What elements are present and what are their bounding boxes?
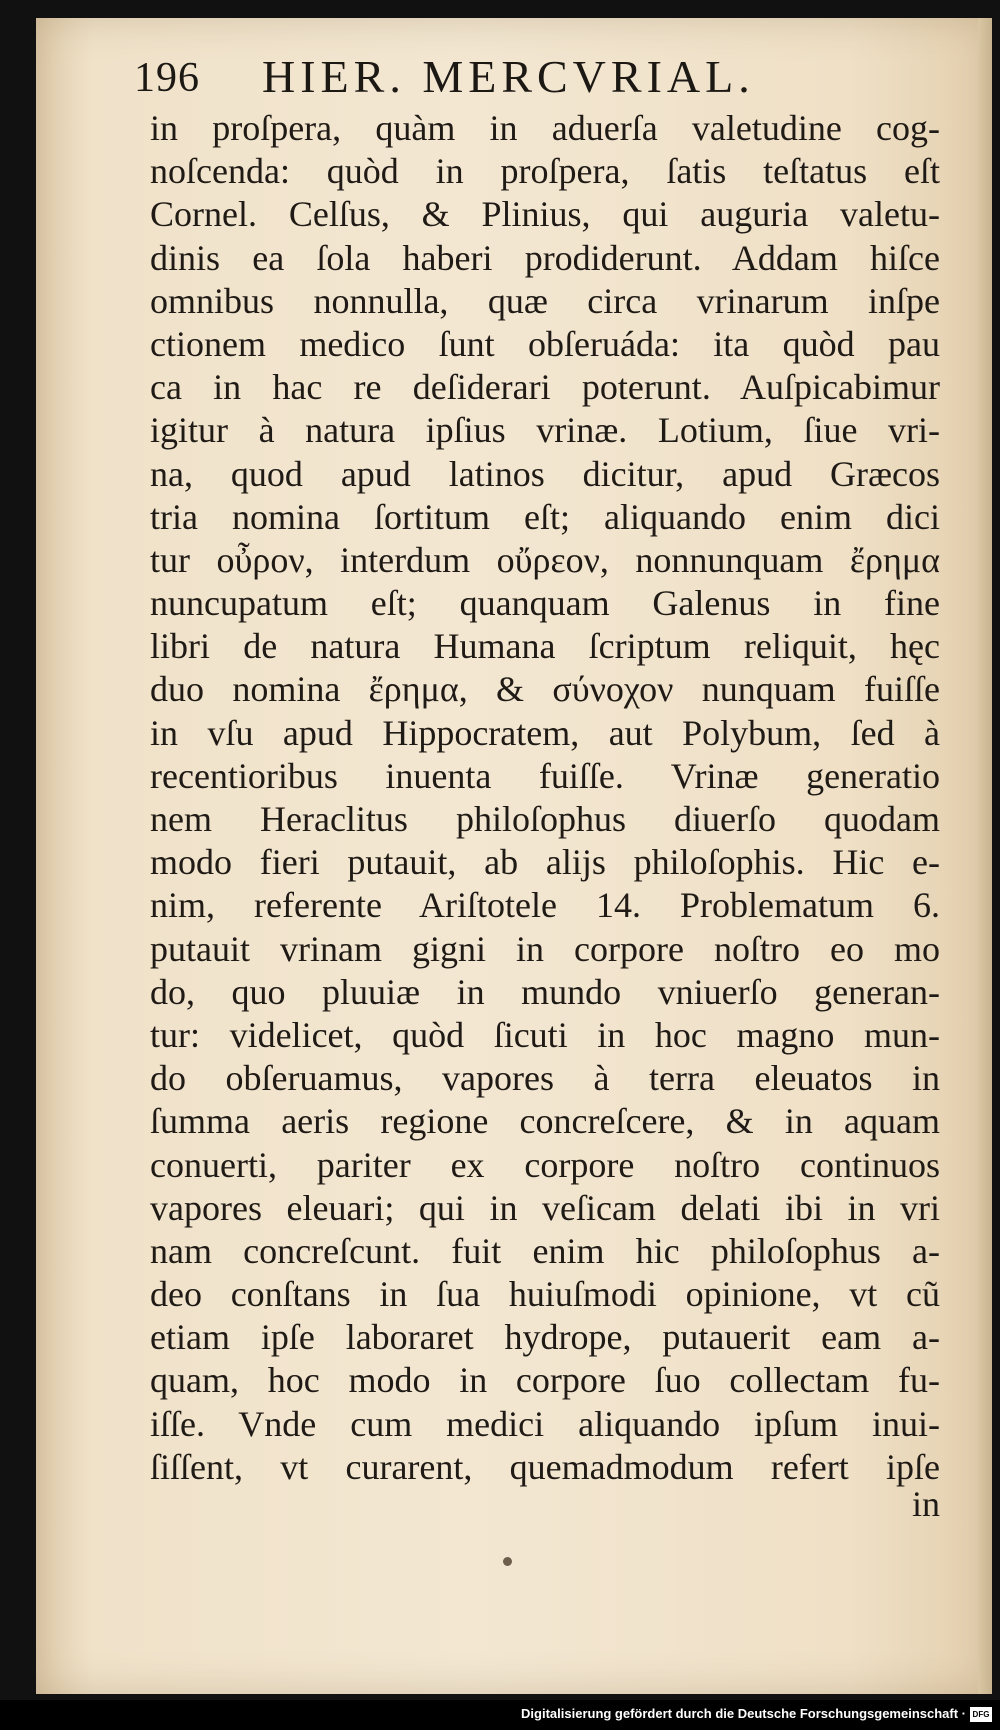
text-line: modo fieri putauit, ab alijs philoſophis. Hic e- [150,842,940,883]
catchword: in [911,1484,940,1524]
funding-credit: Digitalisierung gefördert durch die Deutsche Forschungsgemeinschaft · [521,1706,966,1721]
text-line: libri de natura Humana ſcriptum reliquit, hęc [150,626,940,667]
text-line: tria nomina ſortitum eſt; aliquando enim dici [150,496,940,537]
text-line: quam, hoc modo in corpore ſuo collectam fu- [150,1360,940,1401]
text-line: deo conſtans in ſua huiuſmodi opinione, vt cũ [150,1274,940,1315]
text-line: etiam ipſe laboraret hydrope, putauerit eam a- [150,1317,940,1358]
dfg-logo-icon: DFG [970,1707,992,1722]
text-line: ſiſſent, vt curarent, quemadmodum refert ipſe [150,1446,940,1487]
text-line: na, quod apud latinos dicitur, apud Græcos [150,453,940,494]
text-line: ſumma aeris regione concreſcere, & in aquam [150,1101,940,1142]
text-line: ca in hac re deſiderari poterunt. Auſpicabimur [150,367,940,408]
text-line: nuncupatum eſt; quanquam Galenus in fine [150,583,940,624]
text-line: in proſpera, quàm in aduerſa valetudine cog- [150,108,940,148]
text-line: nim, referente Ariſtotele 14. Problematum 6. [150,885,940,926]
page-edge [978,18,992,1694]
text-line: conuerti, pariter ex corpore noſtro continuos [150,1144,940,1185]
text-line: dinis ea ſola haberi prodiderunt. Addam hiſce [150,237,940,278]
body-text [150,107,940,1489]
page-header [134,50,934,110]
text-line: recentioribus inuenta fuiſſe. Vrinæ generatio [150,755,940,796]
text-line: Cornel. Celſus, & Plinius, qui auguria valetu- [150,194,940,235]
footer-bar [0,1700,1000,1730]
text-line: ctionem medico ſunt obſeruáda: ita quòd pau [150,323,940,364]
ink-spot [503,1557,512,1566]
text-line: tur οὖρον, interdum οὔρεον, nonnunquam ἔρημα [150,539,940,580]
text-line: tur: videlicet, quòd ſicuti in hoc magno mun- [150,1014,940,1055]
text-line: omnibus nonnulla, quæ circa vrinarum inſpe [150,280,940,321]
text-line: do, quo pluuiæ in mundo vniuerſo generan- [150,971,940,1012]
text-line: in vſu apud Hippocratem, aut Polybum, ſed à [150,712,940,753]
page-number: 196 [134,55,200,101]
text-line: vapores eleuari; qui in veſicam delati ibi in vri [150,1187,940,1228]
text-line: noſcenda: quòd in proſpera, ſatis teſtatus eſt [150,151,940,192]
text-line: putauit vrinam gigni in corpore noſtro eo mo [150,928,940,969]
text-line: nem Heraclitus philoſophus diuerſo quodam [150,799,940,839]
text-line: duo nomina ἔρημα, & σύνοχον nunquam fuiſſe [150,669,940,710]
text-line: do obſeruamus, vapores à terra eleuatos in [150,1058,940,1099]
text-line: igitur à natura ipſius vrinæ. Lotium, ſiue vri- [150,410,940,451]
text-line: nam concreſcunt. fuit enim hic philoſophus a- [150,1230,940,1271]
running-title: HIER. MERCVRIAL. [262,51,755,102]
text-line: iſſe. Vnde cum medici aliquando ipſum inui- [150,1403,940,1444]
